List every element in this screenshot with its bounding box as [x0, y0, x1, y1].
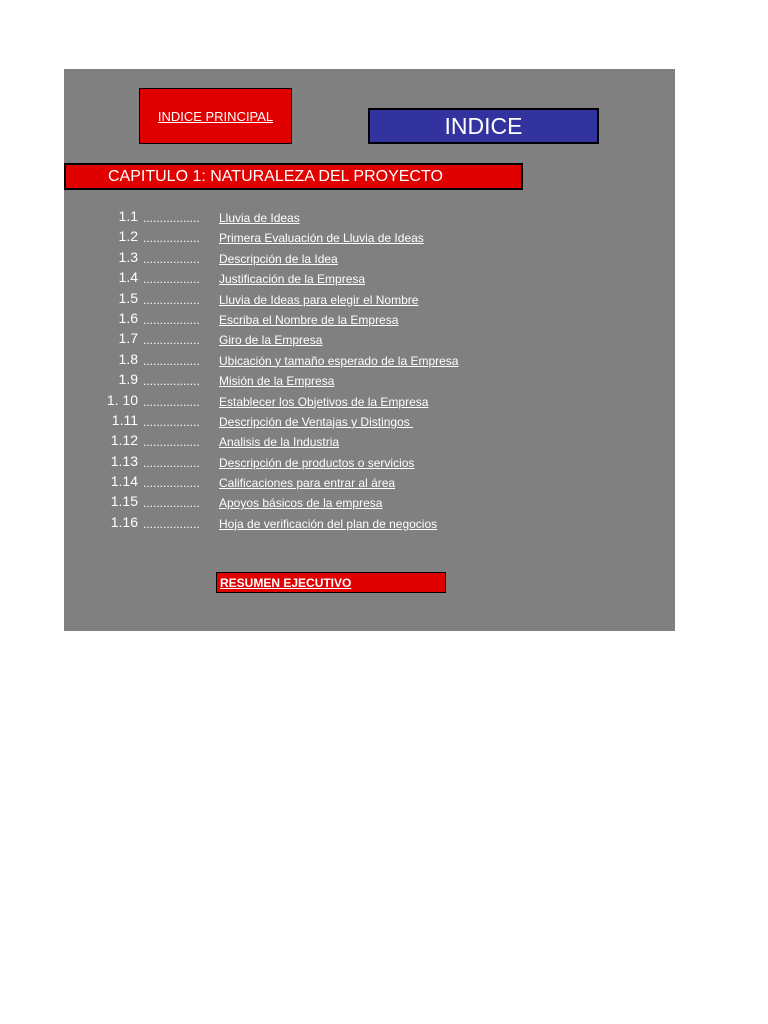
- toc-leader-dots: .................: [143, 394, 200, 409]
- toc-link[interactable]: Hoja de verificación del plan de negocios: [219, 516, 438, 531]
- toc-number: 1. 10: [106, 391, 138, 408]
- toc-number: 1.2: [118, 228, 138, 245]
- toc-link[interactable]: Apoyos básicos de la empresa: [219, 496, 383, 511]
- toc-number: 1.16: [110, 513, 138, 530]
- toc-link[interactable]: Descripción de la Idea: [219, 251, 338, 266]
- resumen-ejecutivo-button[interactable]: [216, 572, 446, 593]
- toc-leader-dots: .................: [143, 272, 200, 287]
- toc-number: 1.8: [118, 350, 138, 367]
- toc-row: [64, 329, 675, 349]
- toc-leader-dots: .................: [143, 435, 200, 450]
- toc-link[interactable]: Establecer los Objetivos de la Empresa: [219, 394, 429, 409]
- toc-leader-dots: .................: [143, 231, 200, 246]
- toc-row: [64, 370, 675, 390]
- toc-row: [64, 513, 675, 533]
- toc-number: 1.13: [110, 452, 138, 469]
- toc-leader-dots: .................: [143, 414, 200, 429]
- toc-row: [64, 309, 675, 329]
- toc-number: 1.1: [118, 208, 138, 224]
- toc-link[interactable]: Misión de la Empresa: [219, 374, 335, 389]
- toc-number: 1.14: [110, 473, 138, 490]
- toc-leader-dots: .................: [143, 455, 200, 470]
- toc-number: 1.4: [118, 269, 138, 286]
- toc-link[interactable]: Descripción de Ventajas y Distingos: [219, 414, 414, 429]
- toc-link[interactable]: Descripción de productos o servicios: [219, 455, 415, 470]
- toc-row: [64, 350, 675, 370]
- toc-number: 1.11: [111, 411, 138, 428]
- toc-leader-dots: .................: [143, 496, 200, 511]
- toc-leader-dots: .................: [143, 312, 200, 327]
- toc-row: [64, 472, 675, 492]
- toc-link[interactable]: Lluvia de Ideas: [219, 211, 300, 225]
- toc-link[interactable]: Ubicación y tamaño esperado de la Empresa: [219, 353, 459, 368]
- toc-leader-dots: .................: [143, 374, 200, 389]
- toc-link[interactable]: Lluvia de Ideas para elegir el Nombre: [219, 292, 419, 307]
- page-title: INDICE: [368, 108, 599, 144]
- toc-number: 1.12: [110, 432, 138, 449]
- toc-row: [64, 431, 675, 451]
- toc-number: 1.6: [118, 309, 138, 326]
- toc-leader-dots: .................: [143, 211, 200, 225]
- toc-leader-dots: .................: [143, 333, 200, 348]
- toc-row: [64, 268, 675, 288]
- toc-row: [64, 391, 675, 411]
- toc-link[interactable]: Analisis de la Industria: [219, 435, 340, 450]
- toc-leader-dots: .................: [143, 292, 200, 307]
- indice-principal-button[interactable]: [139, 88, 292, 144]
- toc-link[interactable]: Justificación de la Empresa: [219, 272, 366, 287]
- toc-row: [64, 452, 675, 472]
- toc-row: [64, 227, 675, 247]
- toc-leader-dots: .................: [143, 251, 200, 266]
- toc-number: 1.5: [118, 289, 138, 306]
- toc-row: [64, 492, 675, 512]
- toc-number: 1.15: [110, 493, 138, 510]
- toc-link[interactable]: Calificaciones para entrar al área: [219, 476, 396, 491]
- toc-leader-dots: .................: [143, 516, 200, 531]
- toc-leader-dots: .................: [143, 353, 200, 368]
- toc-row: [64, 248, 675, 268]
- toc-row: [64, 207, 675, 227]
- toc-number: 1.9: [118, 371, 138, 388]
- indice-principal-link[interactable]: INDICE PRINCIPAL: [157, 108, 274, 124]
- toc-number: 1.7: [118, 330, 138, 347]
- table-of-contents: [64, 207, 675, 533]
- toc-link[interactable]: Escriba el Nombre de la Empresa: [219, 312, 399, 327]
- index-sheet: [64, 69, 675, 631]
- toc-number: 1.3: [118, 248, 138, 265]
- toc-link[interactable]: Primera Evaluación de Lluvia de Ideas: [219, 231, 424, 246]
- resumen-ejecutivo-link[interactable]: RESUMEN EJECUTIVO: [220, 576, 352, 590]
- toc-row: [64, 411, 675, 431]
- chapter-title: CAPITULO 1: NATURALEZA DEL PROYECTO: [64, 163, 523, 190]
- toc-leader-dots: .................: [143, 476, 200, 491]
- toc-row: [64, 289, 675, 309]
- toc-link[interactable]: Giro de la Empresa: [219, 333, 323, 348]
